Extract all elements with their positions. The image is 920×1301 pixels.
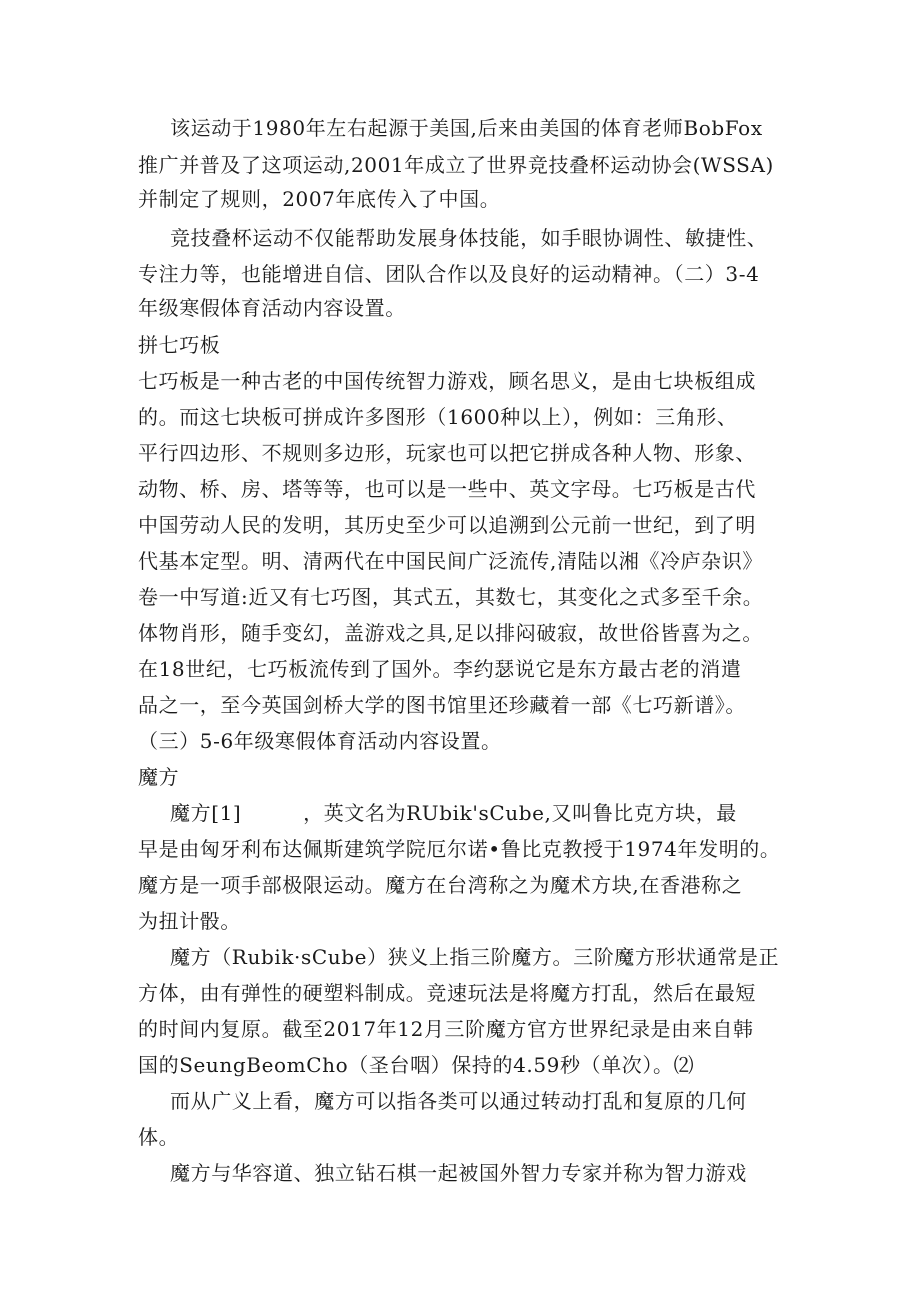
text-line: 代基本定型。明、清两代在中国民间广泛流传,清陆以湘《冷庐杂识》 [138, 549, 763, 573]
text-line: 的。而这七块板可拼成许多图形（1600种以上），例如：三角形、 [138, 405, 738, 429]
text-line: 品之一，至今英国剑桥大学的图书馆里还珍藏着一部《七巧新谱》。 [138, 693, 746, 717]
text-line: 该运动于1980年左右起源于美国,后来由美国的体育老师BobFox [170, 116, 763, 140]
text-line: 专注力等，也能增进自信、团队合作以及良好的运动精神。（二）3-4 [138, 262, 760, 286]
text-line: 为扭计骰。 [138, 909, 241, 933]
text-line: 体。 [138, 1125, 180, 1149]
text-line: 的时间内复原。截至2017年12月三阶魔方官方世界纪录是由来自韩 [138, 1017, 754, 1041]
text-line: 在18世纪，七巧板流传到了国外。李约瑟说它是东方最古老的消遣 [138, 657, 742, 681]
text-line: 卷一中写道:近又有七巧图，其式五，其数七，其变化之式多至千余。 [138, 585, 764, 609]
text-line: 七巧板是一种古老的中国传统智力游戏，顾名思义，是由七块板组成 [138, 369, 756, 393]
text-line: 魔方[1] ，英文名为RUbik'sCube,又叫鲁比克方块，最 [170, 801, 737, 825]
text-line: 动物、桥、房、塔等等，也可以是一些中、英文字母。七巧板是古代 [138, 477, 756, 501]
text-line: 并制定了规则，2007年底传入了中国。 [138, 187, 501, 211]
section-heading: 拼七巧板 [138, 333, 221, 357]
text-line: 而从广义上看，魔方可以指各类可以通过转动打乱和复原的几何 [170, 1089, 747, 1113]
text-line: 国的SeungBeomCho（圣台咽）保持的4.59秒（单次）。⑵ [138, 1053, 695, 1077]
text-line: 推广并普及了这项运动,2001年成立了世界竞技叠杯运动协会(WSSA) [138, 153, 774, 177]
text-line: 魔方与华容道、独立钻石棋一起被国外智力专家并称为智力游戏 [170, 1161, 747, 1185]
section-heading: 魔方 [138, 765, 180, 789]
text-line: 体物肖形，随手变幻，盖游戏之具,足以排闷破寂，故世俗皆喜为之。 [138, 621, 763, 645]
text-line: 平行四边形、不规则多边形，玩家也可以把它拼成各种人物、形象、 [138, 441, 756, 465]
text-line: 竞技叠杯运动不仅能帮助发展身体技能，如手眼协调性、敏捷性、 [170, 226, 768, 250]
text-line: 年级寒假体育活动内容设置。 [138, 296, 406, 320]
text-line: 魔方是一项手部极限运动。魔方在台湾称之为魔术方块,在香港称之 [138, 873, 743, 897]
section-heading: （三）5-6年级寒假体育活动内容设置。 [138, 729, 502, 753]
text-line: 早是由匈牙利布达佩斯建筑学院厄尔诺•鲁比克教授于1974年发明的。 [138, 837, 781, 861]
text-line: 方体，由有弹性的硬塑料制成。竞速玩法是将魔方打乱，然后在最短 [138, 981, 756, 1005]
text-line: 魔方（Rubik·sCube）狭义上指三阶魔方。三阶魔方形状通常是正 [170, 945, 780, 969]
text-line: 中国劳动人民的发明，其历史至少可以追溯到公元前一世纪，到了明 [138, 513, 756, 537]
